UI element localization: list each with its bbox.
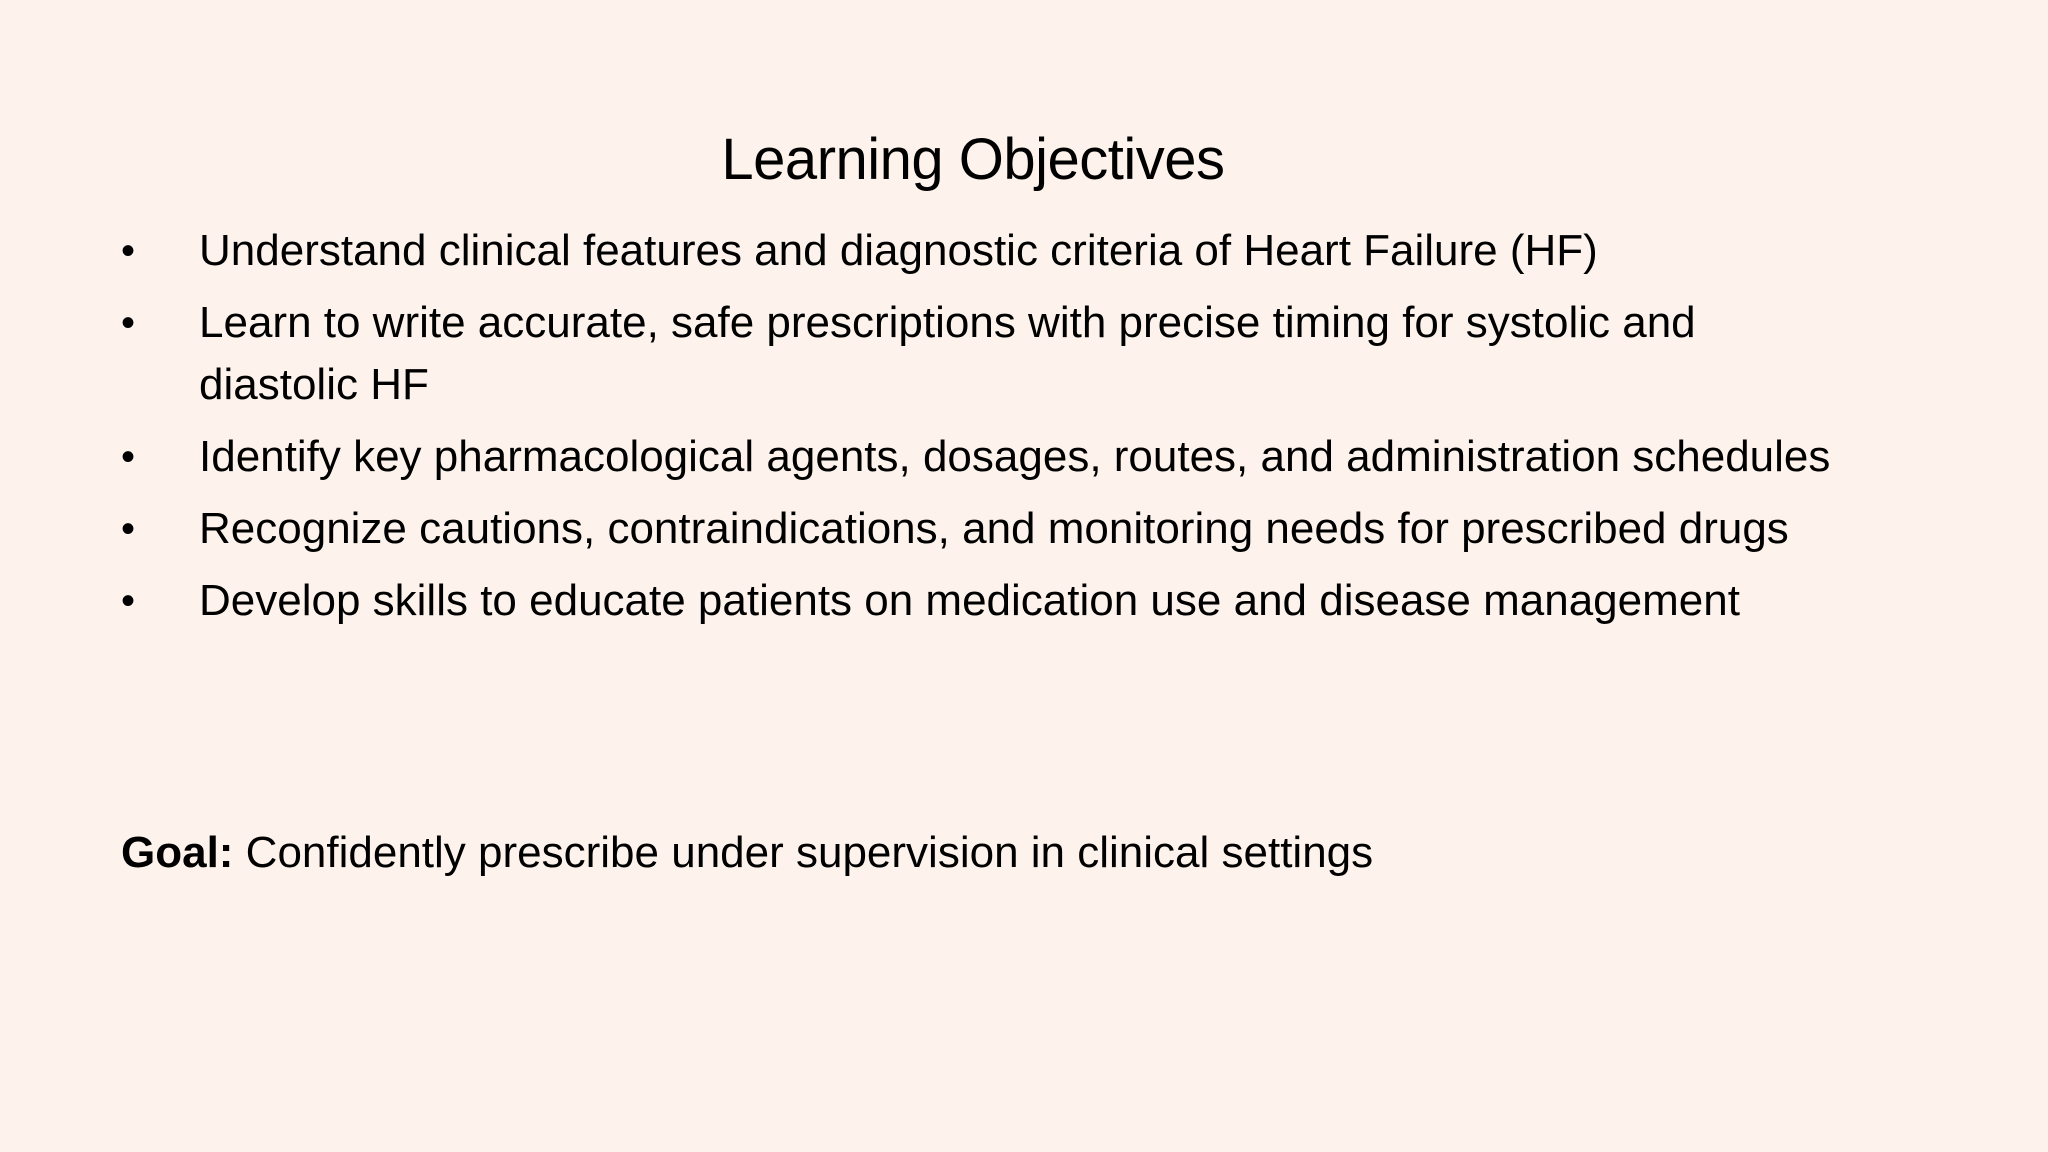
list-item [121,220,1841,282]
bullet-text: Recognize cautions, contraindications, and monitoring needs for prescribed drugs [199,504,1789,553]
bullet-text: Develop skills to educate patients on medication use and disease management [199,576,1740,625]
list-item [121,292,1841,416]
list-item [121,426,1841,488]
goal-label: Goal: [121,828,234,877]
goal-statement [121,822,1841,884]
objectives-list [121,220,1841,642]
bullet-text: Identify key pharmacological agents, dosages, routes, and administration schedules [199,432,1831,481]
bullet-icon: • [121,507,136,551]
list-item [121,498,1841,560]
slide-title: Learning Objectives [721,127,1225,192]
bullet-icon: • [121,301,136,345]
bullet-text: Understand clinical features and diagnostic criteria of Heart Failure (HF) [199,226,1598,275]
bullet-text: Learn to write accurate, safe prescriptions with precise timing for systolic and diastolic HF [199,298,1696,409]
goal-text: Confidently prescribe under supervision in clinical settings [233,828,1374,877]
bullet-icon: • [121,435,136,479]
list-item [121,570,1841,632]
bullet-icon: • [121,579,136,623]
bullet-icon: • [121,229,136,273]
